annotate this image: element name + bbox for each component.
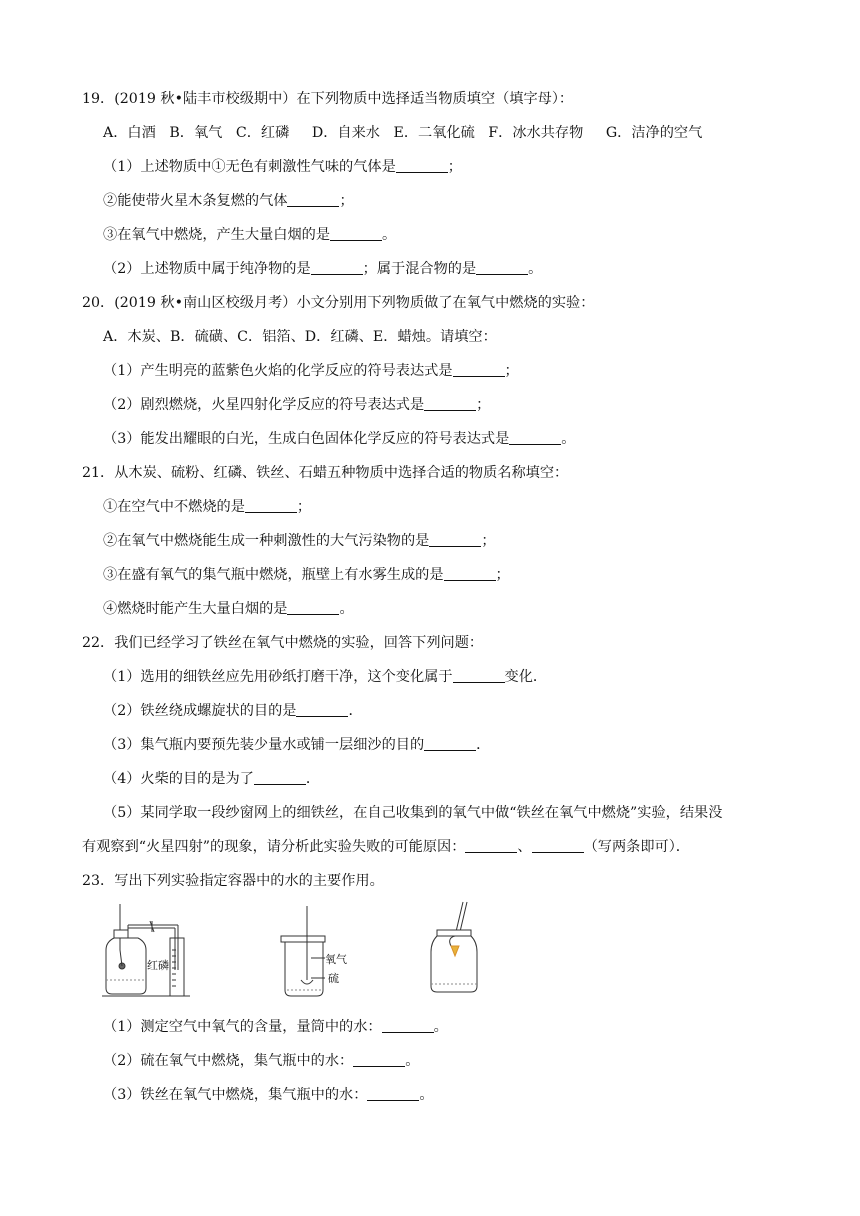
- answer-blank[interactable]: [453, 668, 505, 683]
- answer-blank[interactable]: [367, 1086, 419, 1101]
- answer-blank[interactable]: [424, 396, 476, 411]
- answer-blank[interactable]: [382, 1018, 434, 1033]
- q22-part5-line1: （5）某同学取一段纱窗网上的细铁丝，在自己收集到的氧气中做“铁丝在氧气中燃烧”实验，结果没: [103, 805, 723, 821]
- q22-stem: 22．我们已经学习了铁丝在氧气中燃烧的实验，回答下列问题：: [82, 635, 484, 651]
- q22-part4: （4）火柴的目的是为了 ．: [103, 771, 321, 787]
- answer-blank[interactable]: [296, 702, 348, 717]
- answer-blank[interactable]: [444, 566, 496, 581]
- q20-part2: （2）剧烈燃烧，火星四射化学反应的符号表达式是 ；: [103, 397, 491, 413]
- q21-part3: ③在盛有氧气的集气瓶中燃烧，瓶壁上有水雾生成的是 ；: [103, 567, 510, 583]
- answer-blank[interactable]: [396, 158, 448, 173]
- q21-stem: 21．从木炭、硫粉、红磷、铁丝、石蜡五种物质中选择合适的物质名称填空：: [82, 465, 569, 481]
- q23-stem: 23．写出下列实验指定容器中的水的主要作用。: [82, 873, 384, 889]
- q20-options: A．木炭、B．硫磺、C．铝箔、D．红磷、E．蜡烛。请填空：: [103, 329, 497, 345]
- q19-part2: （2）上述物质中属于纯净物的是 ；属于混合物的是 。: [103, 261, 543, 277]
- label-red-phosphorus: 红磷: [147, 959, 169, 972]
- q19-part1-a: （1）上述物质中①无色有刺激性气味的气体是 ；: [103, 159, 462, 175]
- q19-options: A．白酒 B．氧气 C．红磷 D．自来水 E．二氧化硫 F．冰水共存物 G．洁净的空气: [103, 125, 703, 141]
- q20-part3: （3）能发出耀眼的白光，生成白色固体化学反应的符号表达式是 。: [103, 431, 576, 447]
- answer-blank[interactable]: [476, 260, 528, 275]
- q21-part4: ④燃烧时能产生大量白烟的是 。: [103, 601, 354, 617]
- q22-part5-line2: 有观察到“火星四射”的现象，请分析此实验失败的可能原因： 、 （写两条即可）．: [82, 839, 690, 855]
- answer-blank[interactable]: [287, 192, 339, 207]
- answer-blank[interactable]: [424, 736, 476, 751]
- figure-iron-wire-in-oxygen: [425, 900, 485, 998]
- q19-part1-b: ②能使带火星木条复燃的气体 ；: [103, 193, 354, 209]
- answer-blank[interactable]: [453, 362, 505, 377]
- answer-blank[interactable]: [465, 838, 517, 853]
- label-sulfur: 硫: [328, 972, 339, 985]
- q23-part1: （1）测定空气中氧气的含量，量筒中的水： 。: [103, 1019, 448, 1035]
- figure-red-phosphorus-apparatus: [100, 900, 200, 1000]
- answer-blank[interactable]: [254, 770, 306, 785]
- q22-part2: （2）铁丝绕成螺旋状的目的是 ．: [103, 703, 363, 719]
- q21-part1: ①在空气中不燃烧的是 ；: [103, 499, 312, 515]
- label-oxygen: 氧气: [325, 953, 347, 966]
- q19-part1-c: ③在氧气中燃烧，产生大量白烟的是 。: [103, 227, 397, 243]
- q20-stem: 20．(2019 秋•南山区校级月考）小文分别用下列物质做了在氧气中燃烧的实验：: [82, 295, 595, 311]
- answer-blank[interactable]: [287, 600, 339, 615]
- q22-part3: （3）集气瓶内要预先装少量水或铺一层细沙的目的 ．: [103, 737, 491, 753]
- answer-blank[interactable]: [429, 532, 481, 547]
- answer-blank[interactable]: [330, 226, 382, 241]
- q20-part1: （1）产生明亮的蓝紫色火焰的化学反应的符号表达式是 ；: [103, 363, 519, 379]
- q23-part3: （3）铁丝在氧气中燃烧，集气瓶中的水： 。: [103, 1087, 434, 1103]
- answer-blank[interactable]: [353, 1052, 405, 1067]
- q21-part2: ②在氧气中燃烧能生成一种刺激性的大气污染物的是 ；: [103, 533, 496, 549]
- answer-blank[interactable]: [509, 430, 561, 445]
- answer-blank[interactable]: [532, 838, 584, 853]
- answer-blank[interactable]: [311, 260, 363, 275]
- q23-part2: （2）硫在氧气中燃烧，集气瓶中的水： 。: [103, 1053, 420, 1069]
- q19-stem: 19．(2019 秋•陆丰市校级期中）在下列物质中选择适当物质填空（填字母）：: [82, 91, 574, 107]
- q22-part1: （1）选用的细铁丝应先用砂纸打磨干净，这个变化属于 变化．: [103, 669, 548, 685]
- answer-blank[interactable]: [245, 498, 297, 513]
